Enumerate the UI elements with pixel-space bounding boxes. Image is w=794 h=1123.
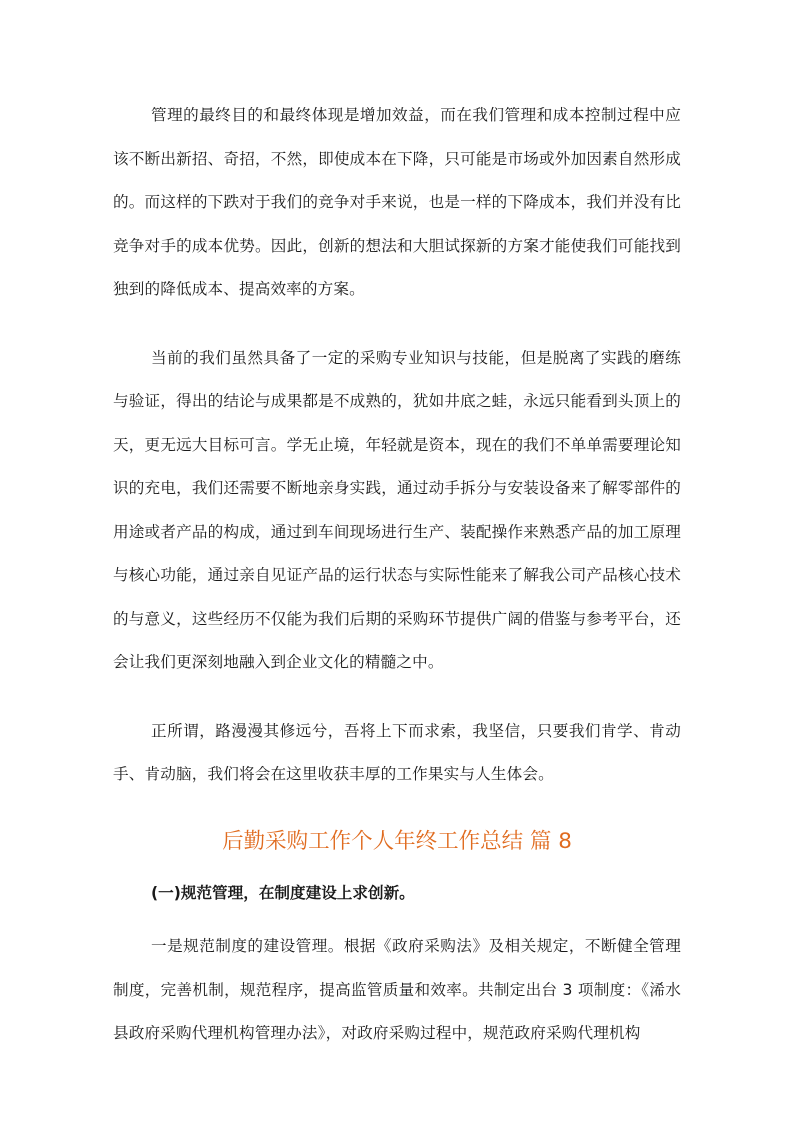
paragraph-cost-innovation: 管理的最终目的和最终体现是增加效益，而在我们管理和成本控制过程中应该不断出新招、奇招，不然，即使成本在下降，只可能是市场或外加因素自然形成的。而这样的下跌对于我们的竞争对手来说，也是一样的下降成本，我们并没有比竞争对手的成本优势。因此，创新的想法和大胆试探新的方案才能使我们可能找到独到的降低成本、提高效率的方案。 bbox=[113, 106, 681, 298]
paragraph-regulation: 一是规范制度的建设管理。根据《政府采购法》及相关规定，不断健全管理制度，完善机制，规范程序，提高监管质量和效率。共制定出台 3 项制度：《浠水县政府采购代理机构管理办法》，对政府采购过程中，规范政府采购代理机构 bbox=[113, 937, 681, 1042]
document-body bbox=[113, 94, 681, 1056]
section-title: 后勤采购工作个人年终工作总结 篇 8 bbox=[222, 828, 572, 854]
paragraph-gap bbox=[113, 685, 681, 710]
section-subheading: (一)规范管理，在制度建设上求创新。 bbox=[151, 883, 415, 902]
paragraph-gap bbox=[113, 312, 681, 337]
paragraph-practice: 当前的我们虽然具备了一定的采购专业知识与技能，但是脱离了实践的磨练与验证，得出的结论与成果都是不成熟的，犹如井底之蛙，永远只能看到头顶上的天，更无远大目标可言。学无止境，年轻就是资本，现在的我们不单单需要理论知识的充电，我们还需要不断地亲身实践，通过动手拆分与安装设备来了解零部件的用途或者产品的构成，通过到车间现场进行生产、装配操作来熟悉产品的加工原理与核心功能，通过亲自见证产品的运行状态与实际性能来了解我公司产品核心技术的与意义，这些经历不仅能为我们后期的采购环节提供广阔的借鉴与参考平台，还会让我们更深刻地融入到企业文化的精髓之中。 bbox=[113, 348, 681, 671]
paragraph-conclusion: 正所谓，路漫漫其修远兮，吾将上下而求索，我坚信，只要我们肯学、肯动手、肯动脑，我们将会在这里收获丰厚的工作果实与人生体会。 bbox=[113, 721, 681, 783]
